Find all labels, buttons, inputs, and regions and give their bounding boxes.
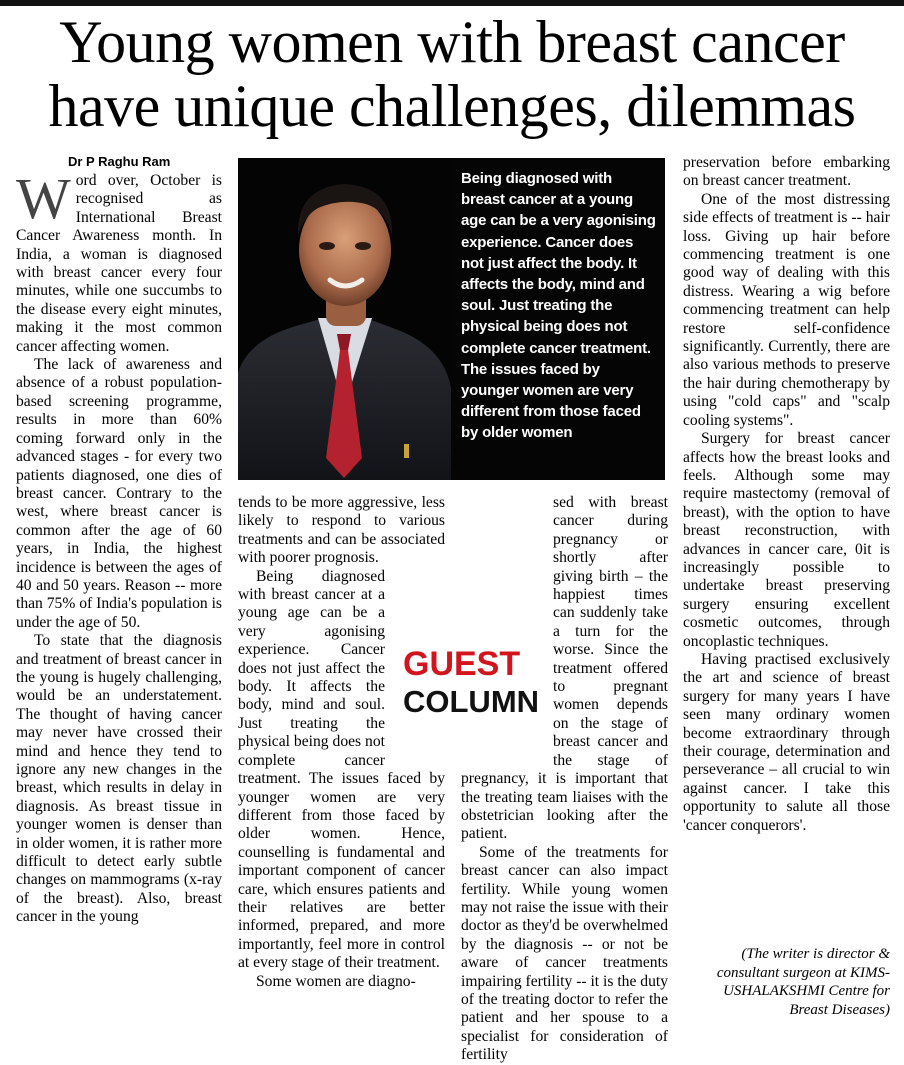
paragraph: To state that the diagnosis and treatment of breast cancer in the young is hugely challenging, would be an understatement. The thought of having cancer may never have crossed their mind and hence they tend to ignore any new changes in the breast, which results in delay in diagnosis. As breast tissue in younger women is denser than in older women, it is rather more difficult to detect early subtle changes on mammograms (x-ray of the breast). Also, breast cancer in the young (16, 632, 222, 926)
paragraph: GUEST COLUMN Being diagnosed with breast cancer at a young age can be a very agonising experience. Cancer does not just affect the body. It affects the body, mind and soul. Just treating the physical being does not complete cancer treatment. The issues faced by younger women are very different from those faced by older women. Hence, counselling is fundamental and important component of cancer care, which ensures patients and their relatives are better informed, prepared, and more importantly, feel more in control at every stage of their treatment. (238, 567, 540, 972)
paragraph: Surgery for breast cancer affects how the breast looks and feels. Although some may require mastectomy (removal of breast), with the option to have breast reconstruction, with advances in cancer care, 0it is increasingly possible to undertake breast preserving surgery ensuring excellent cosmetic outcomes, through oncoplastic techniques. (683, 430, 890, 650)
paragraph: Some women are diagno- (256, 972, 416, 990)
guest-label: GUEST (403, 644, 521, 683)
article-column-4 (683, 154, 890, 914)
paragraph: sed with breast cancer during pregnancy or shortly after giving birth – the happiest times can suddenly take a turn for the worse. Since the treatment offered to pregnant women depends on the stage of breast cancer and the stage of pregnancy, it is important that the treating team liaises with the obstetrician looking after the patient. (461, 494, 668, 843)
paragraph: tends to be more aggressive, less likely to respond to various treatments and can be associated with poorer prognosis. (238, 494, 445, 567)
pull-quote: Being diagnosed with breast cancer at a young age can be a very agonising experience. Cancer does not just affect the body. It affects the body, mind and soul. Just treating the physical being does not complete cancer treatment. The issues faced by younger women are very different from those faced by older women (451, 158, 665, 480)
paragraph: Word over, October is recognised as International Breast Cancer Awareness month. In India, a woman is diagnosed with breast cancer every four minutes, while one succumbs to the disease every eight minutes, making it the most common cancer affecting women. (16, 166, 222, 355)
top-rule (0, 0, 904, 6)
drop-cap: W (16, 166, 71, 231)
headline: Young women with breast cancer have unique challenges, dilemmas (48, 9, 856, 139)
column-label: COLUMN (403, 683, 540, 719)
paragraph: One of the most distressing side effects of treatment is -- hair loss. Giving up hair before commencing treatment is one good way of dealing with this distress. Wearing a wig before commencing treatment can help restore self-confidence significantly. Currently, there are also various methods to preserve the hair during chemotherapy by using "cold caps" and "scalp cooling systems". (683, 190, 890, 429)
author-note: (The writer is director & consultant surgeon at KIMS-USHALAKSHMI Centre for Breast Diseases) (716, 946, 890, 1018)
byline: Dr P Raghu Ram (68, 154, 171, 169)
paragraph: Having practised exclusively the art and science of breast surgery for many years I have seen many ordinary women become extraordinary through their courage, determination and perseverance – all crucial to win against cancer. I take this opportunity to salute all those 'cancer conquerors'. (683, 650, 890, 834)
author-photo (238, 158, 451, 480)
guest-column-label (385, 636, 540, 754)
article-column-1 (16, 166, 222, 1022)
paragraph: The lack of awareness and absence of a robust population-based screening programme, results in more than 60% coming forward only in the advanced stages - for every two patients diagnosed, one dies of breast cancer. Contrary to the west, where breast cancer is common after the age of 60 years, in India, the highest incidence is between the ages of 40 and 50 years. Reason -- more than 75% of India's population is under the age of 50. (16, 356, 222, 631)
article-column-3 (461, 494, 669, 1064)
paragraph: preservation before embarking on breast cancer treatment. (683, 154, 890, 190)
article-column-2 (238, 494, 540, 1024)
paragraph: Some of the treatments for breast cancer can also impact fertility. While young women may not raise the issue with their doctor as they'd be overwhelmed by the diagnosis -- or not be aware of cancer treatments impairing fertility -- it is the duty of the treating doctor to refer the patient and her spouse to a specialist for consideration of fertility (461, 843, 669, 1064)
